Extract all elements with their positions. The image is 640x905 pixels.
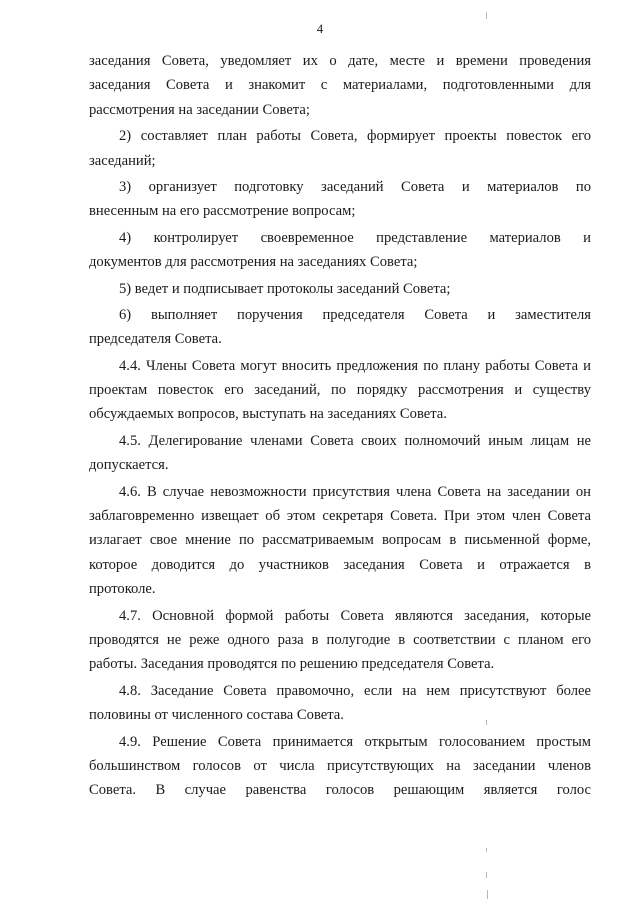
list-item-2: 2) составляет план работы Совета, формирует проекты повесток его [119, 128, 591, 145]
list-item-3: 3) организует подготовку заседаний Совета и материалов по [119, 178, 591, 195]
list-item-4: 4) контролирует своевременное представление материалов и [119, 229, 591, 246]
text-line: заседания Совета и знакомит с материалами, подготовленными для [89, 77, 591, 94]
page-number: 4 [316, 22, 324, 36]
scan-speck [486, 872, 487, 878]
text-line: внесенным на его рассмотрение вопросам; [89, 203, 356, 220]
paragraph-4-7: 4.7. Основной формой работы Совета являются заседания, которые [119, 607, 591, 624]
scan-speck [487, 890, 488, 899]
scan-speck [486, 12, 487, 19]
text-line: большинством голосов от числа присутствующих на заседании членов [89, 757, 591, 774]
list-item-6: 6) выполняет поручения председателя Совета и заместителя [119, 306, 591, 323]
scan-speck [486, 720, 487, 725]
paragraph-4-4: 4.4. Члены Совета могут вносить предложения по плану работы Совета и [119, 357, 591, 374]
text-line: проводятся не реже одного раза в полугодие в соответствии с планом его [89, 631, 591, 648]
text-line: работы. Заседания проводятся по решению председателя Совета. [89, 656, 495, 673]
text-line: протоколе. [89, 581, 156, 598]
text-line: излагает свое мнение по рассматриваемым вопросам в письменной форме, [89, 532, 591, 549]
text-line: заседаний; [89, 152, 156, 169]
scan-speck [486, 848, 487, 852]
paragraph-4-6: 4.6. В случае невозможности присутствия члена Совета на заседании он [119, 483, 591, 500]
text-line: рассмотрения на заседании Совета; [89, 101, 310, 118]
text-line: заблаговременно извещает об этом секретаря Совета. При этом член Совета [89, 508, 591, 525]
paragraph-4-5: 4.5. Делегирование членами Совета своих полномочий иным лицам не [119, 432, 591, 449]
document-body [89, 49, 591, 803]
paragraph-4-8: 4.8. Заседание Совета правомочно, если на нем присутствуют более [119, 682, 591, 699]
text-line: которое доводится до участников заседания Совета и отражается в [89, 556, 591, 573]
list-item-5: 5) ведет и подписывает протоколы заседаний Совета; [119, 280, 451, 297]
text-line: заседания Совета, уведомляет их о дате, месте и времени проведения [89, 53, 591, 69]
text-line: допускается. [89, 457, 169, 474]
text-line: Совета. В случае равенства голосов решающим является голос [89, 782, 591, 799]
text-line: председателя Совета. [89, 331, 222, 348]
text-line: проектам повесток его заседаний, по порядку рассмотрения и существу [89, 382, 591, 399]
text-line: половины от численного состава Совета. [89, 707, 344, 724]
paragraph-4-9: 4.9. Решение Совета принимается открытым голосованием простым [119, 733, 591, 750]
text-line: документов для рассмотрения на заседаниях Совета; [89, 254, 418, 271]
text-line: обсуждаемых вопросов, выступать на заседаниях Совета. [89, 406, 447, 423]
